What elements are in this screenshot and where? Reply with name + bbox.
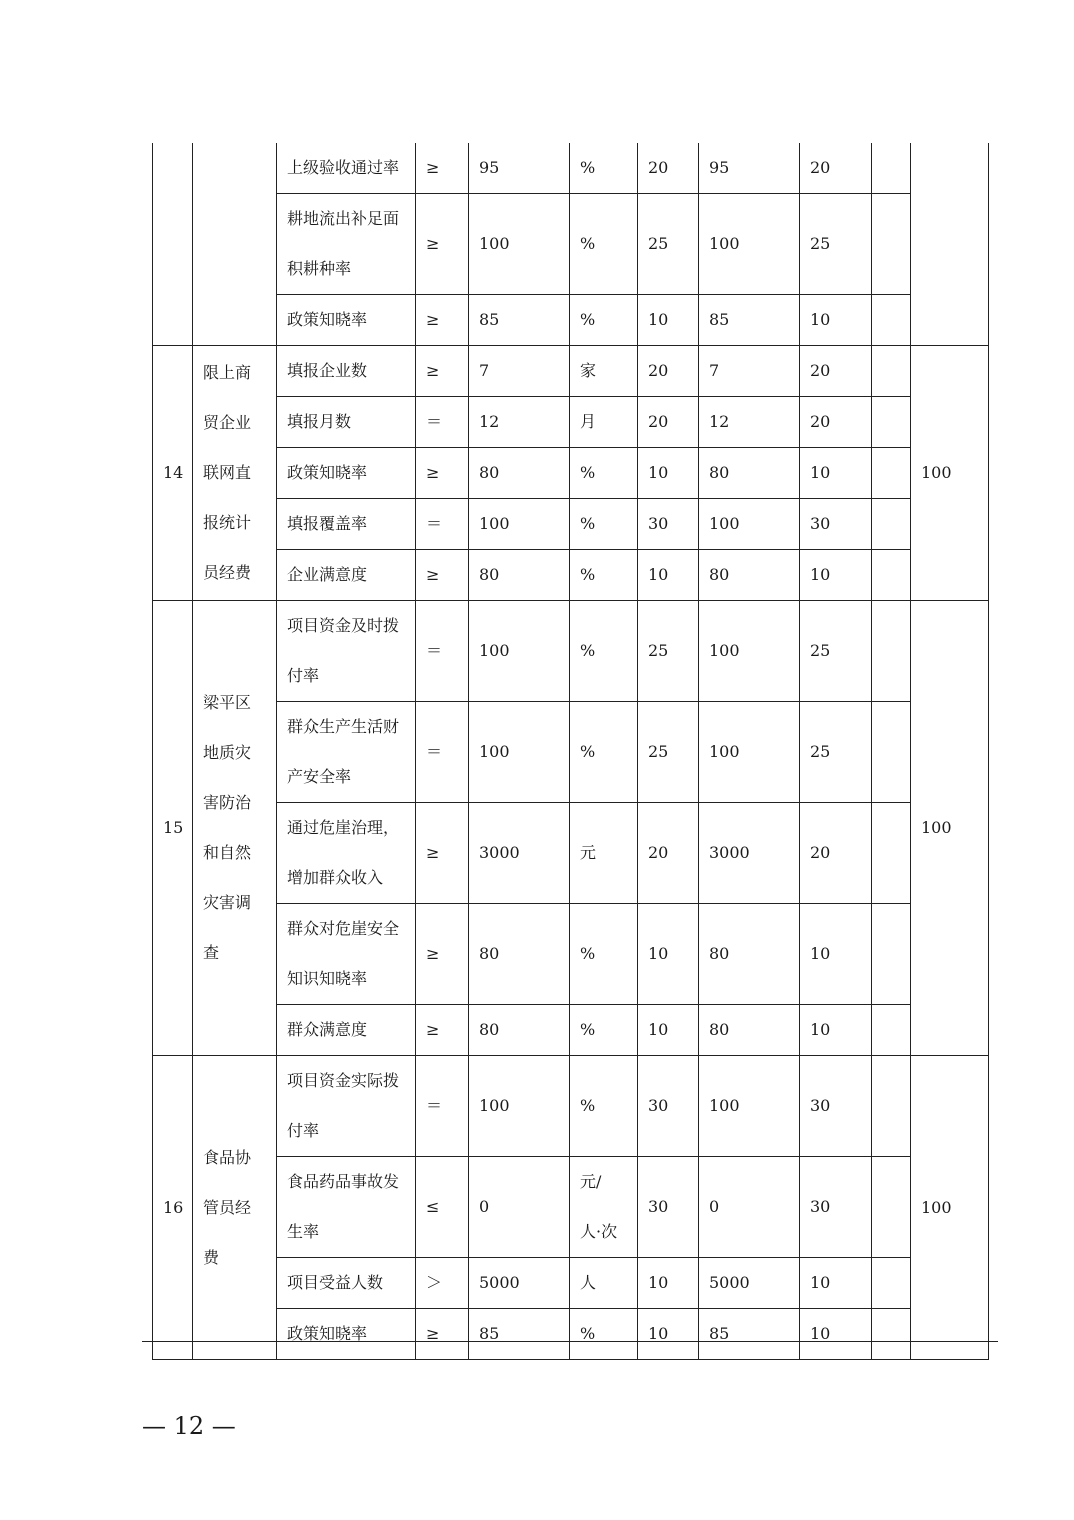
remark-cell bbox=[872, 143, 911, 194]
unit-cell: 月 bbox=[570, 397, 638, 448]
indicator-line: 群众生产生活财 bbox=[287, 717, 400, 736]
actual-cell: 80 bbox=[699, 904, 800, 1005]
indicator-line: 付率 bbox=[287, 666, 320, 685]
weight-cell: 10 bbox=[638, 550, 699, 601]
performance-table-wrapper bbox=[152, 143, 988, 1360]
unit-cell: % bbox=[570, 295, 638, 346]
table-row bbox=[153, 1309, 989, 1360]
group-no-cell bbox=[153, 143, 193, 346]
table-row bbox=[153, 143, 989, 194]
table-row bbox=[153, 601, 989, 702]
unit-cell: 人 bbox=[570, 1258, 638, 1309]
unit-cell: % bbox=[570, 1309, 638, 1360]
remark-cell bbox=[872, 499, 911, 550]
score-cell: 20 bbox=[800, 346, 872, 397]
weight-cell: 10 bbox=[638, 295, 699, 346]
group-name-line: 害防治 bbox=[203, 793, 252, 812]
remark-cell bbox=[872, 194, 911, 295]
indicator-line: 付率 bbox=[287, 1121, 320, 1140]
indicator-line: 群众对危崖安全 bbox=[287, 919, 400, 938]
target-cell: 80 bbox=[469, 1005, 570, 1056]
operator-cell: ≥ bbox=[416, 448, 469, 499]
indicator-line: 增加群众收入 bbox=[287, 868, 384, 887]
indicator-line: 项目资金及时拨 bbox=[287, 616, 400, 635]
operator-cell: ＝ bbox=[416, 499, 469, 550]
table-row bbox=[153, 1157, 989, 1258]
indicator-cell: 填报月数 bbox=[277, 397, 416, 448]
target-cell: 100 bbox=[469, 194, 570, 295]
unit-cell bbox=[570, 1157, 638, 1258]
operator-cell: ≥ bbox=[416, 295, 469, 346]
group-name-line: 贸企业 bbox=[203, 413, 252, 432]
group-name-line: 食品协 bbox=[203, 1147, 252, 1167]
indicator-line: 耕地流出补足面 bbox=[287, 209, 400, 228]
remark-cell bbox=[872, 295, 911, 346]
operator-cell: ≥ bbox=[416, 904, 469, 1005]
group-name-line: 灾害调 bbox=[203, 893, 252, 912]
weight-cell: 10 bbox=[638, 1005, 699, 1056]
operator-cell: ＝ bbox=[416, 601, 469, 702]
weight-cell: 25 bbox=[638, 601, 699, 702]
operator-cell: ＝ bbox=[416, 397, 469, 448]
unit-cell: % bbox=[570, 601, 638, 702]
operator-cell: ≤ bbox=[416, 1157, 469, 1258]
group-name-line: 费 bbox=[203, 1247, 220, 1267]
actual-cell: 100 bbox=[699, 702, 800, 803]
table-row bbox=[153, 397, 989, 448]
weight-cell: 20 bbox=[638, 397, 699, 448]
actual-cell: 100 bbox=[699, 194, 800, 295]
table-row bbox=[153, 904, 989, 1005]
target-cell: 100 bbox=[469, 702, 570, 803]
weight-cell: 10 bbox=[638, 448, 699, 499]
remark-cell bbox=[872, 346, 911, 397]
remark-cell bbox=[872, 550, 911, 601]
target-cell: 3000 bbox=[469, 803, 570, 904]
unit-cell: % bbox=[570, 904, 638, 1005]
page-number: — 12 — bbox=[142, 1412, 236, 1440]
target-cell: 5000 bbox=[469, 1258, 570, 1309]
table-row bbox=[153, 194, 989, 295]
remark-cell bbox=[872, 448, 911, 499]
weight-cell: 10 bbox=[638, 1309, 699, 1360]
weight-cell: 20 bbox=[638, 803, 699, 904]
actual-cell: 80 bbox=[699, 448, 800, 499]
group-name-line: 梁平区 bbox=[203, 693, 252, 712]
operator-cell: ≥ bbox=[416, 143, 469, 194]
table-row bbox=[153, 499, 989, 550]
operator-cell: ≥ bbox=[416, 194, 469, 295]
unit-cell: % bbox=[570, 143, 638, 194]
actual-cell: 100 bbox=[699, 499, 800, 550]
indicator-cell: 填报企业数 bbox=[277, 346, 416, 397]
operator-cell: ＝ bbox=[416, 702, 469, 803]
group-no-cell: 14 bbox=[153, 346, 193, 601]
indicator-cell: 填报覆盖率 bbox=[277, 499, 416, 550]
group-name-line: 管员经 bbox=[203, 1197, 252, 1217]
indicator-cell bbox=[277, 803, 416, 904]
remark-cell bbox=[872, 397, 911, 448]
score-cell: 20 bbox=[800, 803, 872, 904]
performance-table bbox=[152, 143, 989, 1360]
weight-cell: 10 bbox=[638, 904, 699, 1005]
actual-cell: 80 bbox=[699, 1005, 800, 1056]
target-cell: 12 bbox=[469, 397, 570, 448]
table-row bbox=[153, 448, 989, 499]
weight-cell: 20 bbox=[638, 143, 699, 194]
weight-cell: 25 bbox=[638, 194, 699, 295]
table-row bbox=[153, 702, 989, 803]
unit-cell: % bbox=[570, 550, 638, 601]
indicator-cell: 政策知晓率 bbox=[277, 1309, 416, 1360]
target-cell: 100 bbox=[469, 1056, 570, 1157]
indicator-line: 生率 bbox=[287, 1222, 320, 1241]
indicator-cell: 政策知晓率 bbox=[277, 448, 416, 499]
total-cell: 100 bbox=[911, 346, 989, 601]
operator-cell: ≥ bbox=[416, 803, 469, 904]
actual-cell: 5000 bbox=[699, 1258, 800, 1309]
total-cell bbox=[911, 143, 989, 346]
indicator-line: 通过危崖治理， bbox=[287, 818, 400, 837]
target-cell: 85 bbox=[469, 295, 570, 346]
indicator-cell: 群众满意度 bbox=[277, 1005, 416, 1056]
score-cell: 10 bbox=[800, 1258, 872, 1309]
operator-cell: ≥ bbox=[416, 1309, 469, 1360]
unit-cell: % bbox=[570, 499, 638, 550]
actual-cell: 3000 bbox=[699, 803, 800, 904]
score-cell: 10 bbox=[800, 448, 872, 499]
weight-cell: 20 bbox=[638, 346, 699, 397]
actual-cell: 85 bbox=[699, 295, 800, 346]
indicator-cell bbox=[277, 194, 416, 295]
indicator-line: 项目资金实际拨 bbox=[287, 1071, 400, 1090]
unit-cell: 家 bbox=[570, 346, 638, 397]
target-cell: 80 bbox=[469, 904, 570, 1005]
actual-cell: 95 bbox=[699, 143, 800, 194]
group-name-cell bbox=[193, 601, 277, 1056]
group-name-line: 联网直 bbox=[203, 463, 252, 482]
target-cell: 0 bbox=[469, 1157, 570, 1258]
indicator-cell: 企业满意度 bbox=[277, 550, 416, 601]
total-cell: 100 bbox=[911, 1056, 989, 1360]
remark-cell bbox=[872, 1056, 911, 1157]
indicator-cell bbox=[277, 904, 416, 1005]
weight-cell: 30 bbox=[638, 1056, 699, 1157]
group-name-cell bbox=[193, 346, 277, 601]
weight-cell: 30 bbox=[638, 499, 699, 550]
target-cell: 85 bbox=[469, 1309, 570, 1360]
actual-cell: 7 bbox=[699, 346, 800, 397]
table-row bbox=[153, 550, 989, 601]
score-cell: 25 bbox=[800, 702, 872, 803]
score-cell: 30 bbox=[800, 1157, 872, 1258]
table-row bbox=[153, 1258, 989, 1309]
remark-cell bbox=[872, 702, 911, 803]
group-name-line: 查 bbox=[203, 943, 220, 962]
target-cell: 100 bbox=[469, 499, 570, 550]
table-row bbox=[153, 346, 989, 397]
unit-cell: % bbox=[570, 702, 638, 803]
indicator-line: 积耕种率 bbox=[287, 259, 352, 278]
weight-cell: 10 bbox=[638, 1258, 699, 1309]
unit-cell: % bbox=[570, 448, 638, 499]
indicator-cell bbox=[277, 601, 416, 702]
actual-cell: 85 bbox=[699, 1309, 800, 1360]
unit-cell: % bbox=[570, 194, 638, 295]
bottom-rule bbox=[142, 1341, 998, 1342]
group-name-line: 报统计 bbox=[203, 513, 252, 532]
remark-cell bbox=[872, 1005, 911, 1056]
score-cell: 20 bbox=[800, 397, 872, 448]
actual-cell: 12 bbox=[699, 397, 800, 448]
group-name-line: 和自然 bbox=[203, 843, 252, 862]
operator-cell: ＝ bbox=[416, 1056, 469, 1157]
total-cell: 100 bbox=[911, 601, 989, 1056]
operator-cell: ≥ bbox=[416, 550, 469, 601]
operator-cell: ≥ bbox=[416, 1005, 469, 1056]
weight-cell: 30 bbox=[638, 1157, 699, 1258]
actual-cell: 0 bbox=[699, 1157, 800, 1258]
indicator-line: 产安全率 bbox=[287, 767, 352, 786]
operator-cell: ＞ bbox=[416, 1258, 469, 1309]
indicator-cell bbox=[277, 702, 416, 803]
target-cell: 80 bbox=[469, 448, 570, 499]
actual-cell: 100 bbox=[699, 1056, 800, 1157]
group-name-line: 员经费 bbox=[203, 563, 252, 582]
actual-cell: 100 bbox=[699, 601, 800, 702]
indicator-line: 食品药品事故发 bbox=[287, 1172, 400, 1191]
score-cell: 25 bbox=[800, 601, 872, 702]
score-cell: 10 bbox=[800, 1005, 872, 1056]
table-row bbox=[153, 1056, 989, 1157]
group-no-cell: 16 bbox=[153, 1056, 193, 1360]
table-row bbox=[153, 1005, 989, 1056]
unit-cell: 元 bbox=[570, 803, 638, 904]
operator-cell: ≥ bbox=[416, 346, 469, 397]
target-cell: 95 bbox=[469, 143, 570, 194]
target-cell: 100 bbox=[469, 601, 570, 702]
table-row bbox=[153, 295, 989, 346]
group-name-cell bbox=[193, 143, 277, 346]
score-cell: 10 bbox=[800, 1309, 872, 1360]
indicator-line: 知识知晓率 bbox=[287, 969, 368, 988]
score-cell: 30 bbox=[800, 499, 872, 550]
group-name-cell bbox=[193, 1056, 277, 1360]
actual-cell: 80 bbox=[699, 550, 800, 601]
indicator-cell bbox=[277, 1056, 416, 1157]
unit-line: 人·次 bbox=[580, 1222, 618, 1241]
remark-cell bbox=[872, 904, 911, 1005]
target-cell: 7 bbox=[469, 346, 570, 397]
indicator-cell: 上级验收通过率 bbox=[277, 143, 416, 194]
unit-line: 元/ bbox=[580, 1172, 602, 1191]
score-cell: 10 bbox=[800, 550, 872, 601]
score-cell: 30 bbox=[800, 1056, 872, 1157]
remark-cell bbox=[872, 1258, 911, 1309]
score-cell: 25 bbox=[800, 194, 872, 295]
remark-cell bbox=[872, 1309, 911, 1360]
table-row bbox=[153, 803, 989, 904]
unit-cell: % bbox=[570, 1056, 638, 1157]
unit-cell: % bbox=[570, 1005, 638, 1056]
target-cell: 80 bbox=[469, 550, 570, 601]
indicator-cell: 政策知晓率 bbox=[277, 295, 416, 346]
score-cell: 10 bbox=[800, 904, 872, 1005]
remark-cell bbox=[872, 601, 911, 702]
remark-cell bbox=[872, 1157, 911, 1258]
weight-cell: 25 bbox=[638, 702, 699, 803]
score-cell: 20 bbox=[800, 143, 872, 194]
score-cell: 10 bbox=[800, 295, 872, 346]
group-name-line: 限上商 bbox=[203, 363, 252, 382]
indicator-cell: 项目受益人数 bbox=[277, 1258, 416, 1309]
indicator-cell bbox=[277, 1157, 416, 1258]
remark-cell bbox=[872, 803, 911, 904]
group-name-line: 地质灾 bbox=[203, 743, 252, 762]
group-no-cell: 15 bbox=[153, 601, 193, 1056]
